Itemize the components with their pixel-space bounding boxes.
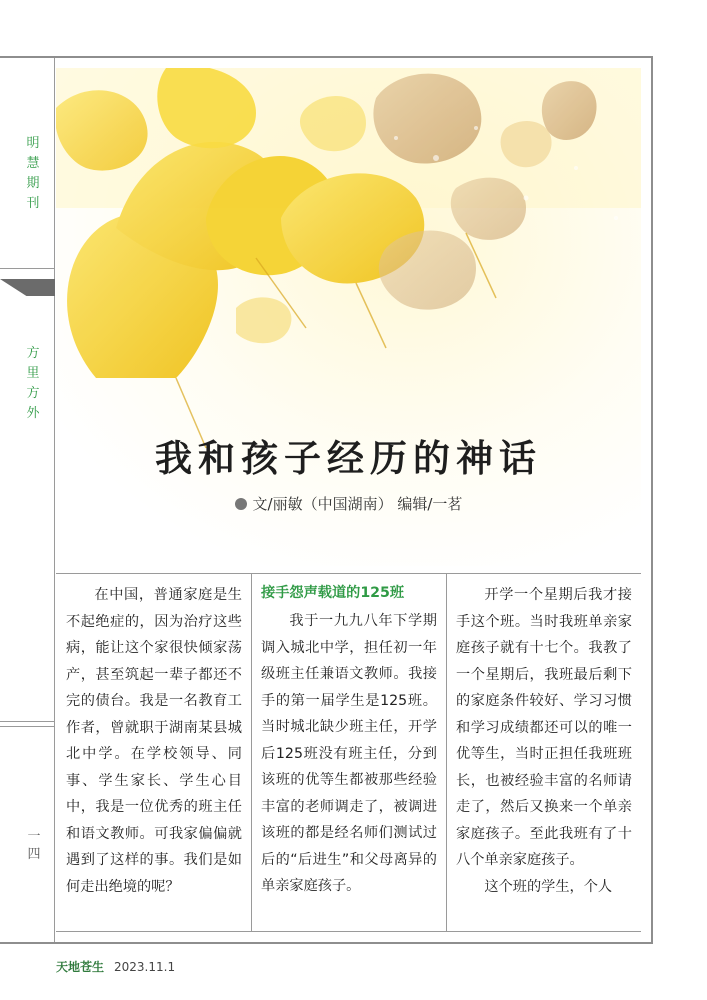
paragraph: 开学一个星期后我才接手这个班。当时我班单亲家庭孩子就有十七个。我教了一个星期后，我班最后剩下的家庭条件较好、学习习惯和学习成绩都还可以的唯一优等生，当时正担任我班班长，也被经验丰富的名师请走了，然后又换来一个单亲家庭孩子。至此我班有了十八个单亲家庭孩子。 bbox=[456, 587, 632, 868]
section-label-bottom bbox=[24, 344, 42, 424]
column-divider bbox=[251, 573, 252, 931]
content-top-rule bbox=[56, 573, 641, 574]
article-column-2 bbox=[261, 582, 437, 900]
sidebar-divider bbox=[0, 721, 55, 722]
section-bottom-char: 方 bbox=[26, 346, 40, 361]
sidebar-divider bbox=[0, 726, 55, 727]
page-number-char: 四 bbox=[27, 847, 41, 862]
issue-date: 2023.11.1 bbox=[114, 960, 176, 974]
section-bottom-char: 里 bbox=[26, 366, 40, 381]
paragraph: 我于一九九八年下学期调入城北中学，担任初一年级班主任兼语文教师。我接手的第一届学生是125班。当时城北缺少班主任，开学后125班没有班主任，分到该班的优等生都被那些经验丰富的老师调走了，被调进该班的都是经名师们测试过后的“后进生”和父母离异的单亲家庭孩子。 bbox=[261, 613, 437, 894]
page-number bbox=[24, 828, 44, 864]
page-footer bbox=[56, 958, 175, 975]
hero-illustration bbox=[56, 68, 641, 566]
magazine-name: 天地苍生 bbox=[56, 960, 105, 974]
section-label-top bbox=[24, 134, 42, 214]
article-byline bbox=[56, 493, 641, 514]
article-title: 我和孩子经历的神话 bbox=[155, 436, 542, 480]
section-top-char: 刊 bbox=[26, 196, 40, 211]
section-subhead: 接手怨声载道的125班 bbox=[261, 585, 405, 601]
paragraph: 这个班的学生，个人 bbox=[484, 878, 613, 895]
bullet-icon bbox=[235, 498, 247, 510]
section-bottom-char: 方 bbox=[26, 386, 40, 401]
section-top-char: 慧 bbox=[26, 156, 40, 171]
content-bottom-rule bbox=[56, 931, 641, 932]
section-top-char: 期 bbox=[26, 176, 40, 191]
byline-text: 文/丽敏（中国湖南） 编辑/一茗 bbox=[252, 495, 463, 513]
article-column-3 bbox=[456, 582, 632, 900]
section-bottom-char: 外 bbox=[26, 406, 40, 421]
section-top-char: 明 bbox=[26, 136, 40, 151]
article-column-1 bbox=[66, 582, 242, 900]
ginkgo-leaves-illustration bbox=[56, 68, 641, 566]
paragraph: 在中国，普通家庭是生不起绝症的，因为治疗这些病，能让这个家很快倾家荡产，甚至筑起一辈子都还不完的债台。我是一名教育工作者，曾就职于湖南某县城北中学。在学校领导、同事、学生家长、学生心目中，我是一位优秀的班主任和语文教师。可我家偏偏就遇到了这样的事。我们是如何走出绝境的呢？ bbox=[66, 587, 242, 895]
sidebar-divider bbox=[0, 268, 55, 269]
column-divider bbox=[446, 573, 447, 931]
page-number-char: 一 bbox=[27, 829, 41, 844]
